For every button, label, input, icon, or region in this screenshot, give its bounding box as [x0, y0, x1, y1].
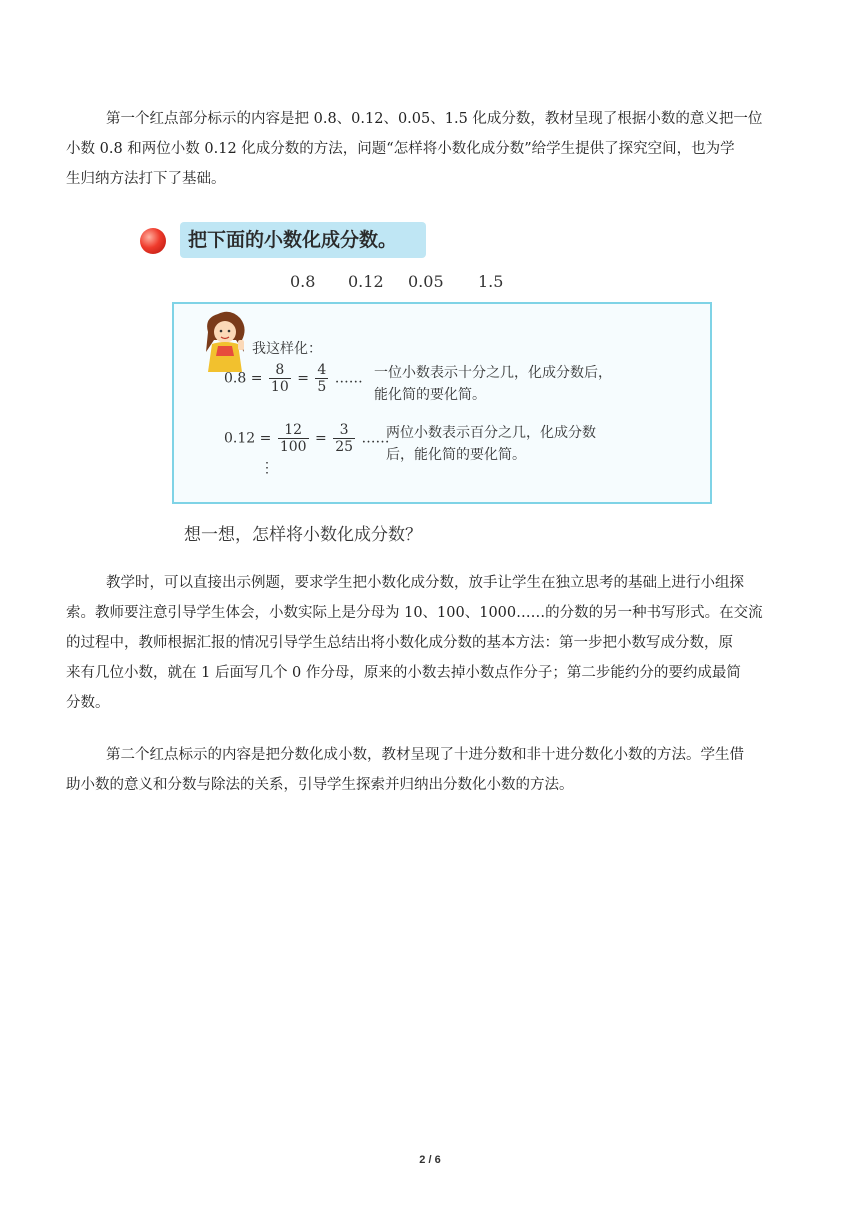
paragraph-line: 小数 0.8 和两位小数 0.12 化成分数的方法，问题“怎样将小数化成分数”给学生提供了探究空间，也为学 [66, 141, 735, 157]
equals-sign: = [315, 430, 327, 447]
red-dot-icon [140, 228, 166, 254]
explanation-line: 能化简的要化简。 [374, 387, 486, 403]
row2-explanation [386, 422, 596, 466]
paragraph-line: 助小数的意义和分数与除法的关系，引导学生探索并归纳出分数化小数的方法。 [66, 777, 574, 793]
ellipsis: …… [334, 370, 363, 387]
decimal-item: 0.12 [348, 272, 384, 291]
paragraph-line: 索。教师要注意引导学生体会，小数实际上是分母为 10、100、1000……的分数的另一种书写形式。在交流 [66, 605, 763, 621]
ellipsis: …… [361, 430, 390, 447]
figure-title: 把下面的小数化成分数。 [180, 222, 426, 258]
paragraph-line: 分数。 [66, 695, 110, 711]
page-number: 2 / 6 [419, 1154, 441, 1166]
equals-sign: = [297, 370, 309, 387]
explanation-line: 两位小数表示百分之几，化成分数 [386, 425, 596, 441]
decimal-item: 0.8 [290, 272, 316, 291]
intro-text: 我这样化： [252, 341, 322, 357]
figure-question: 想一想，怎样将小数化成分数？ [184, 525, 422, 545]
fraction-numerator: 8 [269, 362, 291, 379]
example-row-2 [224, 422, 389, 455]
row1-lhs: 0.8 = [224, 370, 263, 387]
example-row-1 [224, 362, 363, 395]
paragraph-line: 教学时，可以直接出示例题，要求学生把小数化成分数，放手让学生在独立思考的基础上进行小组探 [106, 575, 744, 591]
row1-explanation [374, 362, 612, 406]
row2-lhs: 0.12 = [224, 430, 272, 447]
fraction-denominator: 25 [335, 439, 354, 455]
paragraph-line: 第一个红点部分标示的内容是把 0.8、0.12、0.05、1.5 化成分数，教材呈现了根据小数的意义把一位 [106, 111, 763, 127]
paragraph-line: 来有几位小数，就在 1 后面写几个 0 作分母，原来的小数去掉小数点作分子；第二步能约分的要约成最简 [66, 665, 741, 681]
paragraph-line: 的过程中，教师根据汇报的情况引导学生总结出将小数化成分数的基本方法：第一步把小数写成分数，原 [66, 635, 733, 651]
fraction-numerator: 3 [333, 422, 355, 439]
paragraph-intro [66, 104, 780, 194]
explanation-line: 后，能化简的要化简。 [386, 447, 526, 463]
explanation-line: 一位小数表示十分之几，化成分数后， [374, 365, 612, 381]
decimal-item: 1.5 [478, 272, 504, 291]
fraction-denominator: 100 [279, 439, 307, 455]
fraction-numerator: 4 [317, 362, 327, 378]
fraction [278, 422, 309, 455]
textbook-figure [140, 220, 730, 560]
fraction [269, 362, 291, 395]
fraction-denominator: 5 [317, 379, 327, 395]
paragraph-teaching [66, 568, 780, 718]
paragraph-line: 第二个红点标示的内容是把分数化成小数，教材呈现了十进分数和非十进分数化小数的方法。学生借 [106, 747, 744, 763]
example-box [172, 302, 712, 504]
fraction [315, 362, 328, 395]
fraction-denominator: 10 [270, 379, 289, 395]
vertical-ellipsis: ⋮ [260, 460, 274, 476]
decimal-item: 0.05 [408, 272, 444, 291]
fraction [333, 422, 355, 455]
fraction-numerator: 12 [278, 422, 309, 439]
paragraph-line: 生归纳方法打下了基础。 [66, 171, 226, 187]
paragraph-second-point [66, 740, 780, 800]
